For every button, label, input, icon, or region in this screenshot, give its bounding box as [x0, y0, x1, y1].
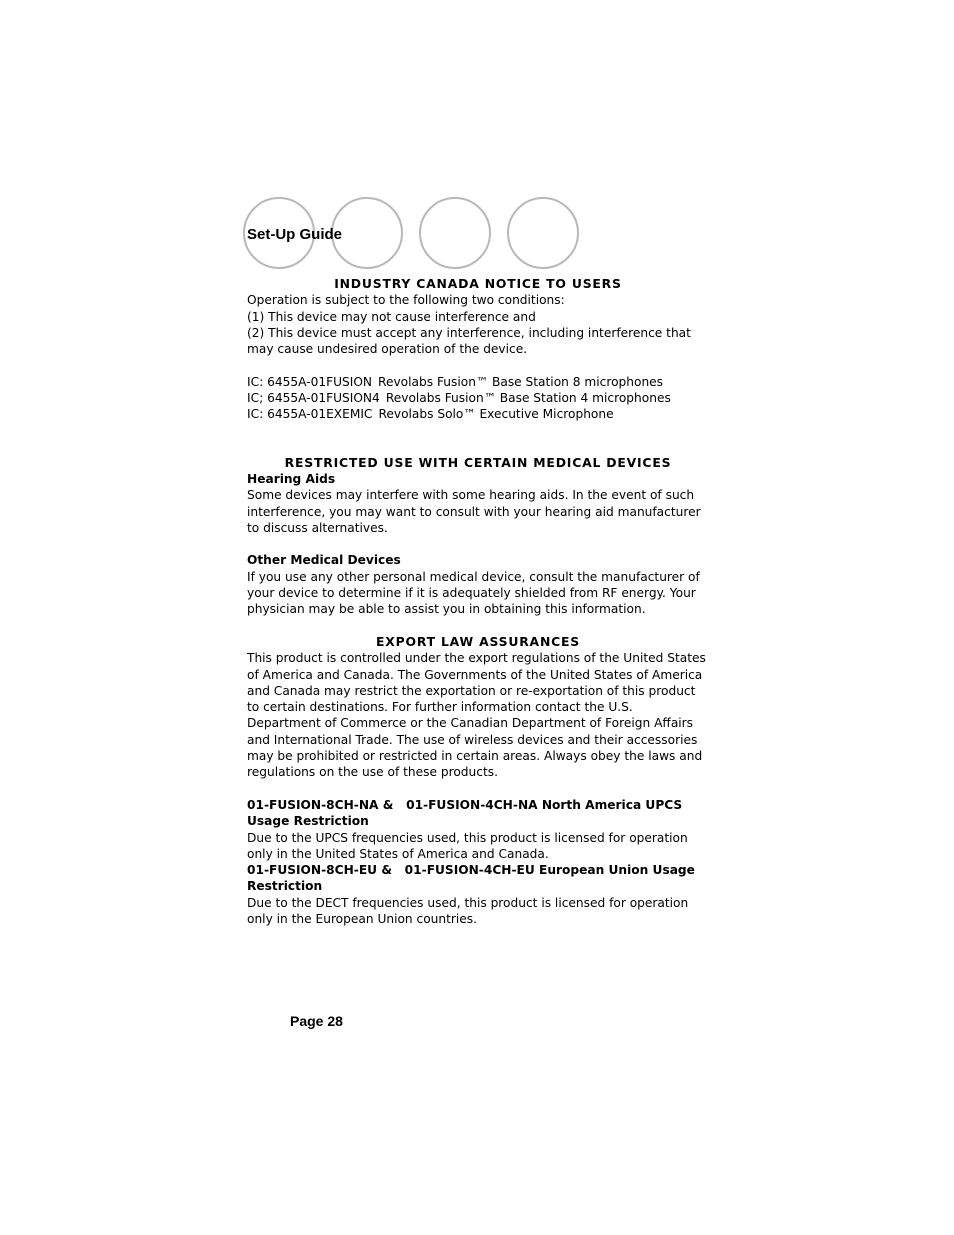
other-medical-text: If you use any other personal medical device, consult the manufacturer of your device to determine if it is adequately shielded from RF energy. Your physician may be able to assist you in obtaining this information.	[247, 569, 700, 617]
ic-entry	[247, 390, 709, 406]
decorative-circle-4	[507, 197, 579, 269]
ic-line-3: (2) This device must accept any interference, including interference that may cause undesired operation of the device.	[247, 325, 691, 357]
page-content	[247, 276, 709, 927]
export-text: This product is controlled under the export regulations of the United States of America and Canada. The Governments of the United States of America and Canada may restrict the exportation or re-exportation of this product to certain destinations. For further information contact the U.S. Department of Commerce or the Canadian Department of Foreign Affairs and International Trade. The use of wireless devices and their accessories may be prohibited or restricted in certain areas. Always obey the laws and regulations on the use of these products.	[247, 651, 706, 780]
ic-entry	[247, 374, 709, 390]
ic-line-1: Operation is subject to the following two conditions:	[247, 293, 565, 308]
ic-desc: Revolabs Fusion™ Base Station 8 microphones	[378, 374, 664, 389]
ic-desc: Revolabs Solo™ Executive Microphone	[378, 407, 614, 422]
ic-model: IC; 6455A-01FUSION4	[247, 391, 380, 406]
ic-model: IC: 6455A-01FUSION	[247, 374, 373, 389]
page-number: Page 28	[290, 1013, 343, 1029]
eu-restriction-text: Due to the DECT frequencies used, this product is licensed for operation only in the European Union countries.	[247, 895, 689, 926]
decorative-circle-3	[419, 197, 491, 269]
export-heading: EXPORT LAW ASSURANCES	[375, 633, 580, 649]
ic-model: IC: 6455A-01EXEMIC	[247, 407, 373, 422]
hearing-aids-text: Some devices may interfere with some hearing aids. In the event of such interference, you may want to consult with your hearing aid manufacturer to discuss alternatives.	[247, 488, 701, 535]
industry-canada-heading: INDUSTRY CANADA NOTICE TO USERS	[334, 276, 622, 291]
ic-line-2: (1) This device may not cause interference and	[247, 309, 536, 324]
other-medical-title: Other Medical Devices	[247, 553, 401, 568]
na-restriction-title: 01-FUSION-8CH-NA & 01-FUSION-4CH-NA North America UPCS Usage Restriction	[247, 797, 687, 829]
hearing-aids-title: Hearing Aids	[247, 471, 336, 486]
eu-restriction-title: 01-FUSION-8CH-EU & 01-FUSION-4CH-EU European Union Usage Restriction	[247, 863, 700, 894]
ic-desc: Revolabs Fusion™ Base Station 4 microphones	[385, 391, 671, 406]
guide-title: Set-Up Guide	[247, 226, 343, 243]
medical-heading: RESTRICTED USE WITH CERTAIN MEDICAL DEVICES	[284, 454, 672, 470]
ic-entry	[247, 406, 709, 422]
na-restriction-text: Due to the UPCS frequencies used, this product is licensed for operation only in the United States of America and Canada.	[247, 830, 688, 861]
